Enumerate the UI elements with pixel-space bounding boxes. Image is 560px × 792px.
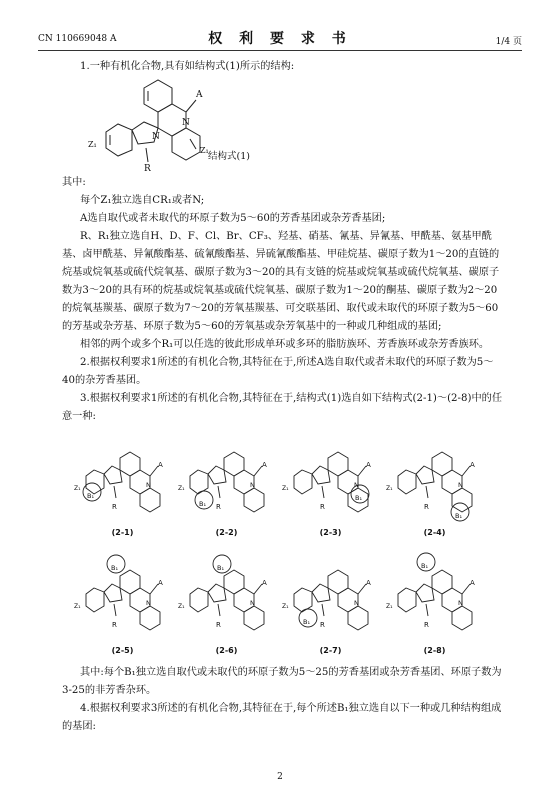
atom-label-r: R	[424, 621, 429, 629]
structure-6-drawing	[174, 548, 279, 642]
atom-label-z-2: Z₁	[200, 146, 209, 155]
page-number: 2	[277, 772, 283, 782]
structure-7	[278, 548, 383, 658]
structure-1-label: 结构式(1)	[208, 151, 250, 162]
atom-label-n: N	[458, 599, 463, 607]
b1-label: B₁	[199, 500, 207, 508]
atom-label-z: Z₁	[74, 485, 81, 492]
page-of-count: 1/4 页	[495, 37, 522, 47]
atom-label-n-2: N	[152, 132, 160, 142]
atom-label-n: N	[182, 118, 190, 128]
r-definition: R、R₁独立选自H、D、F、Cl、Br、CF₃、羟基、硝基、氰基、异氰基、甲酰基、氨基甲酰基、卤甲酰基、异氰酸酯基、硫氰酸酯基、异硫氰酸酯基、甲硅烷基、碳原子数为1～20的直链的烷基或烷氧基或硫代烷氧基、碳原子数为3～20的具有支链的烷基或烷氧基或硫代烷氧基、碳原子数为3～20的具有环的烷基或烷氧基或硫代烷氧基、碳原子数为1～20的酮基、碳原子数为2～20的烷氧基羰基、碳原子数为7～20的芳氧基羰基、可交联基团、取代或未取代的环原子数为5～60的芳基或杂芳基、环原子数为5～60的芳氧基或杂芳氧基中的一种或几种组成的基团;	[62, 231, 500, 332]
atom-label-n: N	[354, 481, 359, 489]
structure-8	[382, 548, 487, 658]
b1-label: B₁	[217, 564, 225, 572]
claim-1-intro: 1.一种有机化合物,具有如结构式(1)所示的结构:	[80, 61, 295, 72]
structure-5-drawing	[70, 548, 175, 642]
atom-label-a: A	[262, 579, 267, 587]
structure-3	[278, 430, 383, 540]
structure-7-drawing	[278, 548, 383, 642]
atom-label-z: Z₁	[386, 603, 393, 610]
claim-2: 2.根据权利要求1所述的有机化合物,其特征在于,所述A选自取代或者未取代的环原子数为5～40的杂芳香基团。	[62, 357, 494, 386]
structure-5	[70, 548, 175, 658]
atom-label-a: A	[470, 579, 475, 587]
atom-label-n: N	[354, 599, 359, 607]
publication-number: CN 110669048 A	[38, 34, 117, 44]
structure-caption: (2-5)	[111, 646, 134, 655]
page-header	[38, 28, 522, 48]
atom-label-z: Z₁	[282, 603, 289, 610]
atom-label-z: Z₁	[386, 485, 393, 492]
structure-2-drawing	[174, 430, 279, 524]
document-title: 权 利 要 求 书	[208, 31, 352, 47]
atom-label-r: R	[216, 621, 221, 629]
b1-label: B₁	[111, 564, 119, 572]
b1-definition: 其中:每个B₁独立选自取代或未取代的环原子数为5～25的芳香基团或杂芳香基团、环原子数为3-25的非芳香杂环。	[62, 667, 502, 696]
atom-label-r: R	[320, 503, 325, 511]
atom-label-a: A	[470, 461, 475, 469]
b1-label: B₁	[303, 618, 311, 626]
claim-4: 4.根据权利要求3所述的有机化合物,其特征在于,每个所述B₁独立选自以下一种或几种结构组成的基团:	[62, 703, 502, 732]
structure-caption: (2-3)	[319, 528, 342, 537]
structure-1-drawing	[70, 430, 175, 524]
b1-label: B₁	[455, 512, 463, 520]
atom-label-a: A	[196, 90, 203, 100]
atom-label-r: R	[216, 503, 221, 511]
structure-caption: (2-8)	[423, 646, 446, 655]
structure-formula-1	[86, 78, 286, 174]
atom-label-n: N	[458, 481, 463, 489]
atom-label-a: A	[262, 461, 267, 469]
atom-label-z: Z₁	[74, 603, 81, 610]
claims-body	[62, 58, 504, 736]
atom-label-r: R	[320, 621, 325, 629]
header-rule	[38, 50, 522, 51]
atom-label-n: N	[250, 599, 255, 607]
atom-label-z: Z₁	[178, 485, 185, 492]
structure-caption: (2-7)	[319, 646, 342, 655]
structure-caption: (2-1)	[111, 528, 134, 537]
b1-label: B₁	[421, 562, 429, 570]
adjacent-r-definition: 相邻的两个或多个R₁可以任选的彼此形成单环或多环的脂肪族环、芳香族环或杂芳香族环。	[80, 339, 490, 350]
structure-6	[174, 548, 279, 658]
atom-label-z: Z₁	[178, 603, 185, 610]
a-definition: A选自取代或者未取代的环原子数为5～60的芳香基团或杂芳香基团;	[80, 213, 386, 224]
claim-3-intro: 3.根据权利要求1所述的有机化合物,其特征在于,结构式(1)选自如下结构式(2-1)～(2-8)中的任意一种:	[62, 393, 503, 422]
b1-label: B₁	[87, 492, 95, 500]
atom-label-r: R	[112, 621, 117, 629]
structure-4	[382, 430, 487, 540]
structure-4-drawing	[382, 430, 487, 524]
structure-caption: (2-6)	[215, 646, 238, 655]
structure-grid	[62, 430, 504, 662]
atom-label-n: N	[146, 599, 151, 607]
atom-label-a: A	[158, 461, 163, 469]
where-line: 其中:	[62, 177, 86, 188]
atom-label-z: Z₁	[282, 485, 289, 492]
structure-1	[70, 430, 175, 540]
atom-label-z: Z₁	[88, 140, 97, 149]
b1-label: B₁	[355, 494, 363, 502]
structure-2	[174, 430, 279, 540]
structure-caption: (2-2)	[215, 528, 238, 537]
structure-caption: (2-4)	[423, 528, 446, 537]
atom-label-r: R	[424, 503, 429, 511]
atom-label-n: N	[250, 481, 255, 489]
atom-label-a: A	[366, 579, 371, 587]
atom-label-r: R	[112, 503, 117, 511]
z-definition: 每个Z₁独立选自CR₁或者N;	[80, 195, 205, 206]
atom-label-r: R	[144, 164, 151, 174]
structure-3-drawing	[278, 430, 383, 524]
atom-label-n: N	[146, 481, 151, 489]
atom-label-a: A	[158, 579, 163, 587]
structure-8-drawing	[382, 548, 487, 642]
atom-label-a: A	[366, 461, 371, 469]
